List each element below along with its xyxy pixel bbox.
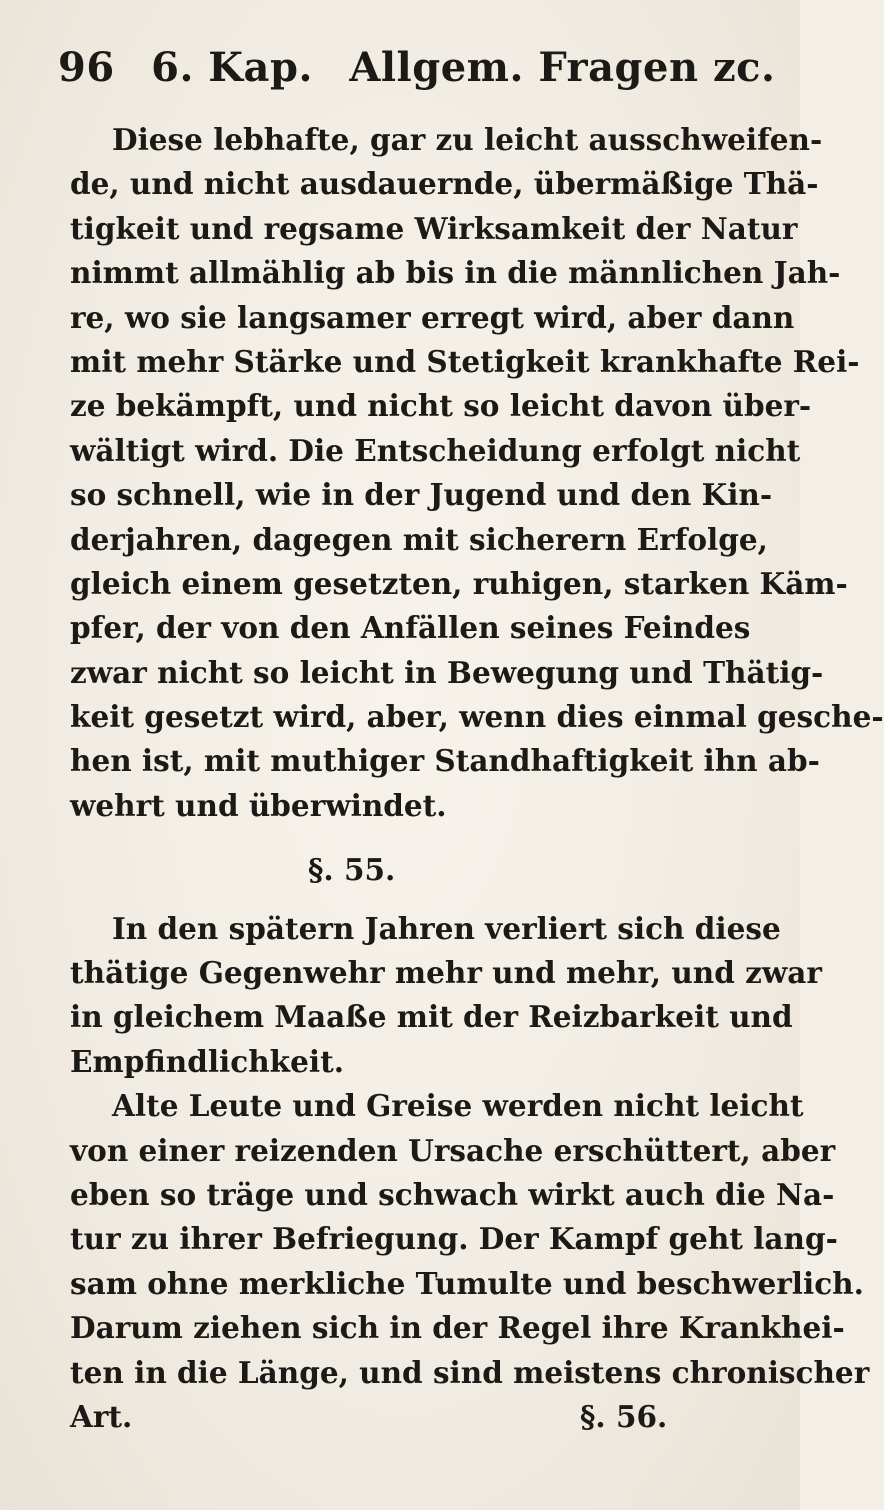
- body-text: [70, 118, 884, 1439]
- text-line: zwar nicht so leicht in Bewegung und Thätig-: [70, 654, 824, 690]
- text-line: pfer, der von den Anfällen seines Feindes: [70, 610, 751, 646]
- text-line: de, und nicht ausdauernde, übermäßige Thä-: [70, 166, 819, 202]
- text-line: Alte Leute und Greise werden nicht leicht: [112, 1088, 804, 1124]
- text-line: ze bekämpft, und nicht so leicht davon über-: [70, 388, 812, 424]
- text-line: eben so träge und schwach wirkt auch die Na-: [70, 1176, 835, 1212]
- text-line: sam ohne merkliche Tumulte und beschwerlich.: [70, 1265, 864, 1301]
- chapter-label: 6. Kap.: [151, 44, 313, 91]
- text-line: derjahren, dagegen mit sicherern Erfolge,: [70, 521, 768, 557]
- text-line: thätige Gegenwehr mehr und mehr, und zwar: [70, 955, 822, 991]
- last-line: [70, 1395, 770, 1439]
- catchword: §. 56.: [580, 1398, 668, 1434]
- text-line: Diese lebhafte, gar zu leicht ausschweifen-: [112, 122, 823, 157]
- text-line: tur zu ihrer Befriegung. Der Kampf geht lang-: [70, 1221, 838, 1257]
- text-line: keit gesetzt wird, aber, wenn dies einmal gesche-: [70, 699, 884, 735]
- text-line: re, wo sie langsamer erregt wird, aber dann: [70, 299, 795, 335]
- text-line: Darum ziehen sich in der Regel ihre Krankhei-: [70, 1310, 845, 1346]
- text-line: gleich einem gesetzten, ruhigen, starken Käm-: [70, 565, 848, 601]
- text-line: tigkeit und regsame Wirksamkeit der Natur: [70, 210, 798, 246]
- text-line: nimmt allmählig ab bis in die männlichen Jah-: [70, 255, 841, 291]
- text-line: wehrt und überwindet.: [70, 787, 447, 823]
- text-line: mit mehr Stärke und Stetigkeit krankhafte Rei-: [70, 343, 860, 379]
- text-line: In den spätern Jahren verliert sich diese: [112, 910, 781, 946]
- running-header: [58, 44, 776, 91]
- section-number: §. 55.: [308, 852, 396, 888]
- page-number: 96: [58, 44, 115, 91]
- text-line: in gleichem Maaße mit der Reizbarkeit und: [70, 999, 793, 1035]
- text-line: von einer reizenden Ursache erschüttert, aber: [70, 1132, 836, 1168]
- running-title: Allgem. Fragen zc.: [349, 44, 776, 91]
- text-line: ten in die Länge, und sind meistens chronischer: [70, 1354, 870, 1390]
- text-line: hen ist, mit muthiger Standhaftigkeit ihn ab-: [70, 743, 820, 779]
- text-line: Art.: [70, 1398, 133, 1434]
- text-line: Empfindlichkeit.: [70, 1043, 344, 1079]
- text-line: so schnell, wie in der Jugend und den Kin-: [70, 477, 773, 513]
- text-line: wältigt wird. Die Entscheidung erfolgt nicht: [70, 432, 801, 468]
